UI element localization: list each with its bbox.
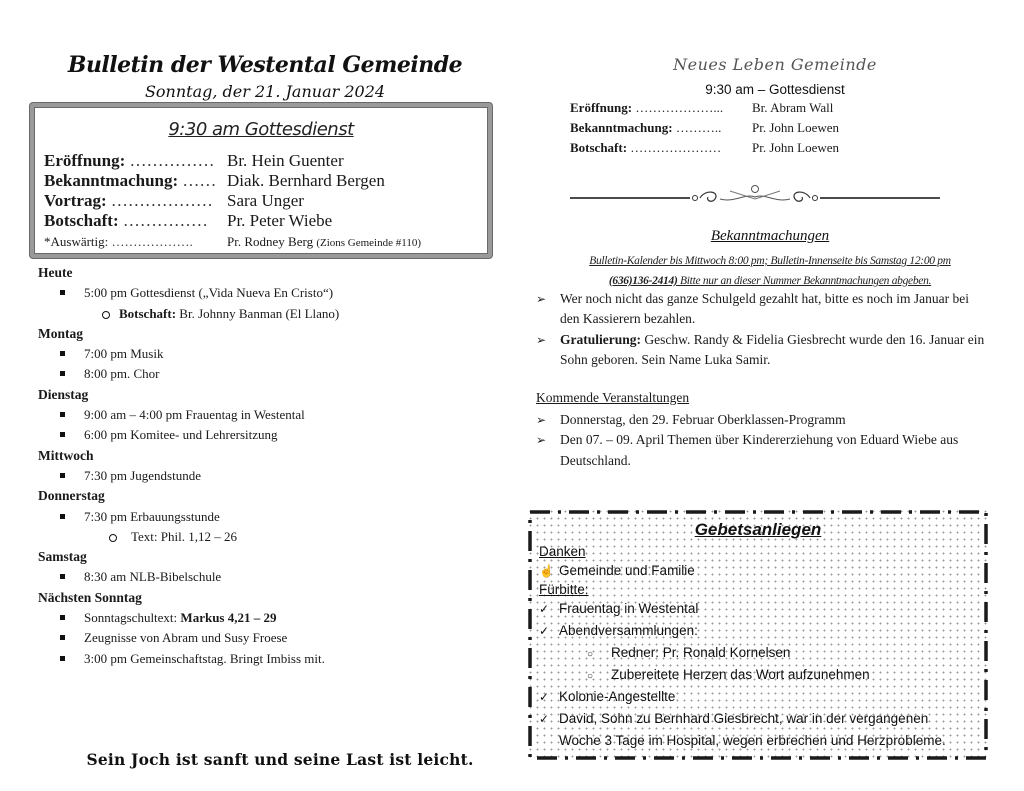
leader-dots: ………………… xyxy=(627,140,722,155)
person-name: Br. Abram Wall xyxy=(752,100,834,115)
service-box xyxy=(30,103,492,258)
schedule-item xyxy=(38,425,478,445)
prayer-subitem xyxy=(539,645,790,660)
square-bullet-icon xyxy=(60,635,65,640)
item-text: 7:30 pm Erbauungsstunde xyxy=(84,508,220,524)
role-label: Eröffnung: xyxy=(570,100,633,115)
schedule-item xyxy=(38,628,478,648)
arrow-bullet-icon: ➢ xyxy=(536,292,547,306)
leader-dots: ………………. xyxy=(108,234,193,249)
service-row-lecture xyxy=(44,191,304,211)
circle-bullet-icon xyxy=(102,311,110,319)
sub-text: Text: Phil. 1,12 – 26 xyxy=(131,528,237,544)
day-heading: Heute xyxy=(38,265,73,280)
square-bullet-icon xyxy=(60,351,65,356)
arrow-bullet-icon: ➢ xyxy=(536,332,547,347)
prayer-item-continued: Woche 3 Tage im Hospital, wegen erbrechen und Herzprobleme. xyxy=(559,733,946,748)
bulletin-date: Sonntag, der 21. Januar 2024 xyxy=(144,82,386,101)
schedule-item xyxy=(38,466,478,486)
deadline-text: Bulletin-Kalender bis Mittwoch 8:00 pm; Bulletin-Innenseite bis Samstag 12:00 pm xyxy=(589,255,951,267)
event-item xyxy=(536,430,991,471)
scripture-ref: Markus 4,21 – 29 xyxy=(180,610,277,626)
item-text: Zubereitete Herzen das Wort aufzunehmen xyxy=(611,667,870,682)
schedule-item xyxy=(38,649,478,669)
leader-dots: ……….. xyxy=(672,120,722,135)
item-text: Geschw. Randy & Fidelia Giesbrecht wurde den 16. Januar ein Sohn geboren. Sein Name Luka Samir. xyxy=(560,331,985,367)
phone-instruction: Bitte nur an dieser Nummer Bekanntmachungen abgeben. xyxy=(677,275,932,287)
item-text: Sonntagschultext: xyxy=(84,610,181,626)
nl-row-announcements xyxy=(570,120,840,136)
announcement-item xyxy=(536,289,991,330)
announcement-item xyxy=(536,330,991,371)
role-label: Vortrag: xyxy=(44,191,107,210)
item-text: Zeugnisse von Abram und Susy Froese xyxy=(84,630,288,646)
leader-dots: ……………… xyxy=(106,191,213,210)
arrow-bullet-icon: ➢ xyxy=(536,433,547,448)
prayer-subitem xyxy=(539,667,870,682)
bulletin-title: Bulletin der Westental Gemeinde xyxy=(67,52,463,78)
schedule-item xyxy=(38,608,478,628)
item-text: Kolonie-Angestellte xyxy=(559,689,676,704)
service-row-opening xyxy=(44,151,344,171)
item-text: 6:00 pm Komitee- und Lehrersitzung xyxy=(84,427,278,443)
external-note: (Zions Gemeinde #110) xyxy=(316,237,422,249)
phone-number: (636)136-2414) xyxy=(608,275,678,287)
square-bullet-icon xyxy=(60,432,65,437)
check-icon: ✓ xyxy=(539,624,550,638)
arrow-bullet-icon: ➢ xyxy=(536,413,547,427)
square-bullet-icon xyxy=(60,473,65,478)
item-text: Redner: Pr. Ronald Kornelsen xyxy=(611,645,791,660)
person-name: Pr. John Loewen xyxy=(752,140,840,155)
announcements-title: Bekanntmachungen xyxy=(710,228,830,244)
prayer-item xyxy=(539,623,698,638)
person-name: Br. Hein Guenter xyxy=(227,151,344,170)
square-bullet-icon xyxy=(60,371,65,376)
person-name: Pr. Peter Wiebe xyxy=(227,211,333,230)
square-bullet-icon xyxy=(60,656,65,661)
external-name: Pr. Rodney Berg xyxy=(227,234,314,249)
item-text: 8:00 pm. Chor xyxy=(84,366,160,382)
schedule-item xyxy=(38,405,478,425)
service-row-external xyxy=(44,234,422,250)
sub-text: Br. Johnny Banman (El Llano) xyxy=(176,305,340,321)
day-heading: Donnerstag xyxy=(38,488,105,504)
item-text: Frauentag in Westental xyxy=(559,601,699,616)
leader-dots: …………… xyxy=(125,151,215,170)
day-heading: Mittwoch xyxy=(38,447,94,463)
check-icon: ✓ xyxy=(539,690,550,704)
square-bullet-icon xyxy=(60,412,65,417)
item-text: Abendversammlungen: xyxy=(559,623,698,638)
item-label: Gratulierung: xyxy=(560,331,641,347)
leader-dots: …… xyxy=(178,171,217,190)
item-text: 8:30 am NLB-Bibelschule xyxy=(84,569,222,585)
leader-dots: …………… xyxy=(118,211,208,230)
role-label: Botschaft: xyxy=(44,211,119,230)
check-icon: ✓ xyxy=(539,602,550,616)
check-icon: ✓ xyxy=(539,712,550,726)
schedule-item xyxy=(38,283,478,303)
upcoming-events-heading: Kommende Veranstaltungen xyxy=(536,390,690,405)
upcoming-events-list xyxy=(536,410,991,471)
announcements-deadline-note xyxy=(560,251,980,291)
neues-leben-service-time: 9:30 am – Gottesdienst xyxy=(705,82,845,97)
item-text: 3:00 pm Gemeinschaftstag. Bringt Imbiss mit. xyxy=(84,650,325,666)
prayer-title: Gebetsanliegen xyxy=(694,520,822,539)
schedule-subitem xyxy=(38,527,478,547)
item-text: David, Sohn zu Bernhard Giesbrecht, war in der vergangenen xyxy=(559,711,929,726)
schedule-subitem xyxy=(38,304,478,324)
square-bullet-icon xyxy=(60,290,65,295)
item-text: Donnerstag, den 29. Februar Oberklassen-Programm xyxy=(560,412,846,427)
item-text: Gemeinde und Familie xyxy=(559,563,695,578)
person-name xyxy=(227,234,421,250)
neues-leben-title: Neues Leben Gemeinde xyxy=(673,55,877,74)
event-item xyxy=(536,410,991,430)
square-bullet-icon xyxy=(60,574,65,579)
day-heading: Samstag xyxy=(38,549,87,565)
schedule-item xyxy=(38,567,478,587)
circle-bullet-icon xyxy=(109,534,117,542)
leader-dots: ………………... xyxy=(632,100,724,115)
role-label: *Auswärtig: xyxy=(44,234,109,249)
square-bullet-icon xyxy=(60,514,65,519)
item-text: 7:00 pm Musik xyxy=(84,346,164,362)
day-heading: Montag xyxy=(38,325,83,341)
schedule-item xyxy=(38,507,478,527)
nl-row-sermon xyxy=(570,140,840,156)
square-bullet-icon xyxy=(60,615,65,620)
service-row-announcements xyxy=(44,171,385,191)
person-name: Pr. John Loewen xyxy=(752,120,840,135)
prayer-item xyxy=(539,689,675,704)
role-label: Bekanntmachung: xyxy=(44,171,179,190)
role-label: Botschaft: xyxy=(570,140,628,155)
flourish-divider-icon xyxy=(570,183,940,209)
item-text: Den 07. – 09. April Themen über Kindererziehung von Eduard Wiebe aus Deutschland. xyxy=(560,432,959,468)
circle-bullet-icon: ○ xyxy=(587,649,594,660)
service-row-sermon xyxy=(44,211,333,231)
role-label: Eröffnung: xyxy=(44,151,126,170)
item-text: 9:00 am – 4:00 pm Frauentag in Westental xyxy=(84,407,305,423)
service-title: 9:30 am Gottesdienst xyxy=(168,119,354,140)
item-text: Wer noch nicht das ganze Schulgeld gezahlt hat, bitte es noch im Januar bei den Kassierern bezahlen. xyxy=(560,291,970,327)
closing-verse: Sein Joch ist sanft und seine Last ist leicht. xyxy=(86,750,474,769)
prayer-item xyxy=(539,601,698,616)
intercession-heading: Fürbitte: xyxy=(539,582,589,597)
prayer-item xyxy=(539,711,928,726)
schedule-item xyxy=(38,344,478,364)
day-heading: Dienstag xyxy=(38,386,89,402)
announcement-list xyxy=(536,289,991,370)
person-name: Diak. Bernhard Bergen xyxy=(227,171,385,190)
praying-hand-icon: ☝ xyxy=(539,564,554,578)
person-name: Sara Unger xyxy=(227,191,304,210)
thanks-item xyxy=(539,563,695,578)
schedule-item xyxy=(38,364,478,384)
sub-label: Botschaft: xyxy=(119,305,177,321)
item-text: 5:00 pm Gottesdienst („Vida Nueva En Cristo“) xyxy=(84,285,334,301)
item-text: 7:30 pm Jugendstunde xyxy=(84,467,201,483)
day-heading: Nächsten Sonntag xyxy=(38,589,142,605)
nl-row-opening xyxy=(570,100,834,116)
role-label: Bekanntmachung: xyxy=(570,120,673,135)
thanks-heading: Danken xyxy=(539,544,586,559)
prayer-requests-box xyxy=(527,508,989,762)
circle-bullet-icon: ○ xyxy=(587,671,594,682)
weekly-schedule xyxy=(38,263,478,669)
